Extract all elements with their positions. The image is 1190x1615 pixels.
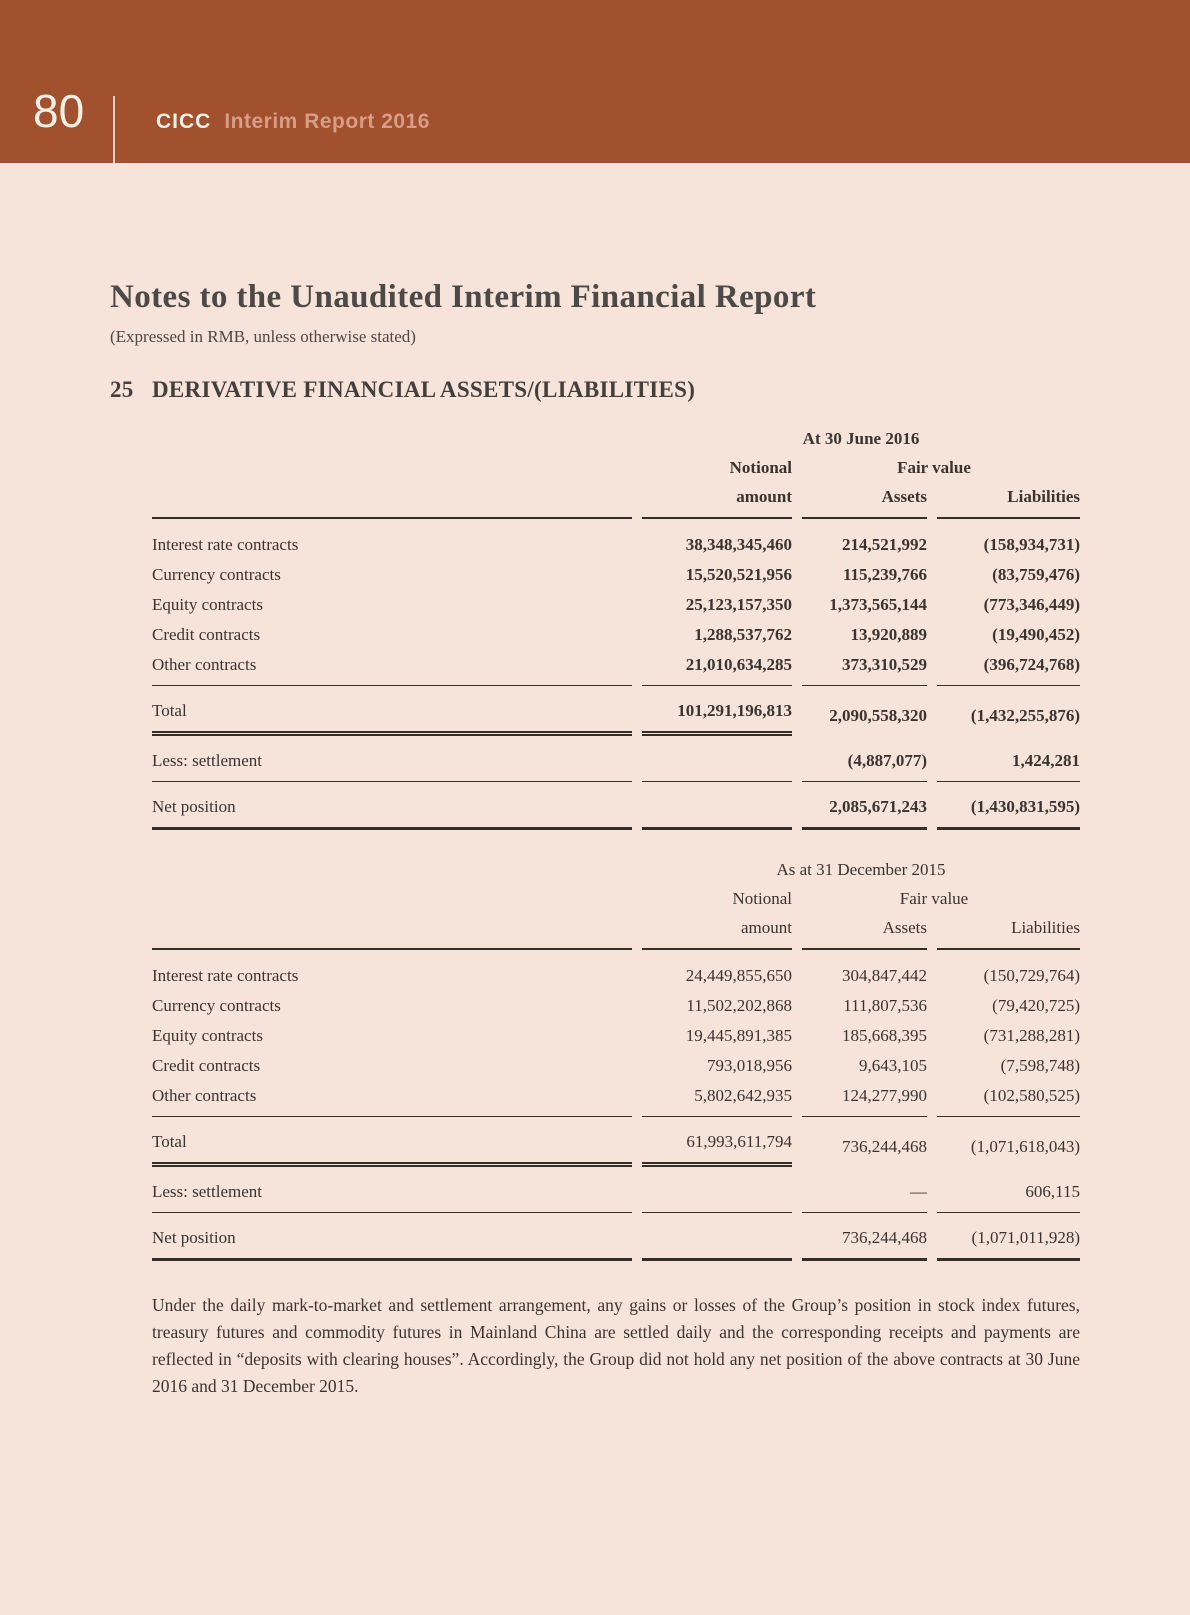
table-row [152,590,1080,620]
section-title: DERIVATIVE FINANCIAL ASSETS/(LIABILITIES) [152,377,696,402]
empty-cell [152,918,632,950]
empty-cell [152,429,632,458]
section-heading [110,377,1080,403]
row-label: Credit contracts [152,625,261,644]
total-row [152,1117,1080,1167]
net-position-row [152,1213,1080,1261]
column-header-liabilities: Liabilities [937,487,1080,519]
row-label: Total [152,1117,632,1167]
table-colgroup-row [152,889,1080,918]
liabilities-value: (731,288,281) [983,1026,1080,1045]
row-label: Interest rate contracts [152,966,299,985]
liabilities-value: (150,729,764) [983,966,1080,985]
notional-value: 25,123,157,350 [685,595,792,614]
net-position-row [152,782,1080,830]
liabilities-value: (1,071,011,928) [937,1213,1080,1261]
table-row [152,620,1080,650]
liabilities-value: (83,759,476) [992,565,1080,584]
column-header-assets: Assets [802,487,927,519]
empty-cell [642,1167,792,1213]
row-label: Currency contracts [152,565,281,584]
row-label: Net position [152,782,632,830]
liabilities-value: (19,490,452) [992,625,1080,644]
row-label: Equity contracts [152,1026,263,1045]
liabilities-total: (1,071,618,043) [970,1137,1080,1156]
period-heading: As at 31 December 2015 [776,860,946,879]
section-number: 25 [110,377,134,402]
column-header-notional: Notional [729,458,792,477]
notional-value: 1,288,537,762 [694,625,792,644]
assets-value: (4,887,077) [802,736,927,782]
assets-value: 124,277,990 [802,1081,927,1117]
assets-value: 304,847,442 [842,966,927,985]
row-label: Less: settlement [152,736,632,782]
period-heading: At 30 June 2016 [802,429,920,448]
liabilities-value: 1,424,281 [937,736,1080,782]
assets-value: 373,310,529 [802,650,927,686]
table-row [152,1021,1080,1051]
table-colgroup-row [152,458,1080,487]
derivatives-table-2016 [142,429,1090,830]
column-header-fair-value: Fair value [897,458,971,477]
row-label: Other contracts [152,650,632,686]
liabilities-total: (1,432,255,876) [970,706,1080,725]
table-period-row [152,429,1080,458]
assets-value: 185,668,395 [842,1026,927,1045]
empty-cell [642,736,792,782]
assets-value: 1,373,565,144 [829,595,927,614]
notional-value: 38,348,345,460 [685,535,792,554]
notional-total: 101,291,196,813 [642,686,792,736]
less-settlement-row [152,736,1080,782]
currency-note: (Expressed in RMB, unless otherwise stated) [110,327,416,346]
table-period-row [152,860,1080,889]
page-header-band [0,0,1190,163]
assets-value: 111,807,536 [843,996,927,1015]
column-header-amount: amount [642,487,792,519]
page-number: 80 [33,85,85,137]
row-label: Other contracts [152,1081,632,1117]
table-header-row [152,918,1080,950]
notional-value: 21,010,634,285 [642,650,792,686]
liabilities-value: (1,430,831,595) [937,782,1080,830]
assets-total: 736,244,468 [842,1137,927,1156]
notional-value: 11,502,202,868 [686,996,792,1015]
row-label: Net position [152,1213,632,1261]
derivatives-table-2015 [142,860,1090,1261]
row-label: Total [152,686,632,736]
notional-value: 15,520,521,956 [685,565,792,584]
total-row [152,686,1080,736]
column-header-amount: amount [642,918,792,950]
assets-total: 2,090,558,320 [829,706,927,725]
empty-cell [152,487,632,519]
column-header-fair-value: Fair value [899,889,969,908]
table-row [152,1081,1080,1117]
column-header-notional: Notional [732,889,792,908]
brand-logo-text: CICC [156,110,212,133]
row-label: Credit contracts [152,1056,261,1075]
column-header-liabilities: Liabilities [937,918,1080,950]
empty-cell [642,1213,792,1261]
page-content [0,279,1190,1400]
table-row [152,1051,1080,1081]
assets-value: 13,920,889 [850,625,927,644]
settlement-note-paragraph: Under the daily mark-to-market and settlement arrangement, any gains or losses of the Group’s position in stock index futures, treasury futures and commodity futures in Mainland China are settled daily and the corresponding receipts and payments are reflected in “deposits with clearing houses”. Accordingly, the Group did not hold any net position of the above contracts at 30 June 2016 and 31 December 2015. [152,1295,1080,1396]
notional-value: 793,018,956 [707,1056,792,1075]
assets-value: 115,239,766 [842,565,927,584]
liabilities-value: (158,934,731) [983,535,1080,554]
assets-value: 2,085,671,243 [802,782,927,830]
empty-cell [152,458,632,487]
column-header-assets: Assets [802,918,927,950]
report-title: Interim Report 2016 [224,110,430,133]
row-label: Currency contracts [152,996,281,1015]
header-brand-row [156,109,430,134]
assets-value: — [802,1167,927,1213]
table-row [152,650,1080,686]
assets-value: 214,521,992 [842,535,927,554]
liabilities-value: (7,598,748) [1000,1056,1080,1075]
assets-value: 9,643,105 [859,1056,927,1075]
liabilities-value: (773,346,449) [983,595,1080,614]
header-divider [113,96,115,163]
row-label: Less: settlement [152,1167,632,1213]
notional-value: 5,802,642,935 [642,1081,792,1117]
table-header-row [152,487,1080,519]
table-row [152,560,1080,590]
row-label: Interest rate contracts [152,535,299,554]
table-row [152,519,1080,560]
empty-cell [152,860,632,889]
liabilities-value: (79,420,725) [992,996,1080,1015]
notional-value: 19,445,891,385 [685,1026,792,1045]
notional-total: 61,993,611,794 [642,1117,792,1167]
table-row [152,950,1080,991]
liabilities-value: (102,580,525) [937,1081,1080,1117]
liabilities-value: (396,724,768) [937,650,1080,686]
less-settlement-row [152,1167,1080,1213]
table-row [152,991,1080,1021]
notional-value: 24,449,855,650 [685,966,792,985]
liabilities-value: 606,115 [937,1167,1080,1213]
row-label: Equity contracts [152,595,263,614]
assets-value: 736,244,468 [802,1213,927,1261]
page-title: Notes to the Unaudited Interim Financial Report [110,279,817,315]
empty-cell [152,889,632,918]
empty-cell [642,782,792,830]
